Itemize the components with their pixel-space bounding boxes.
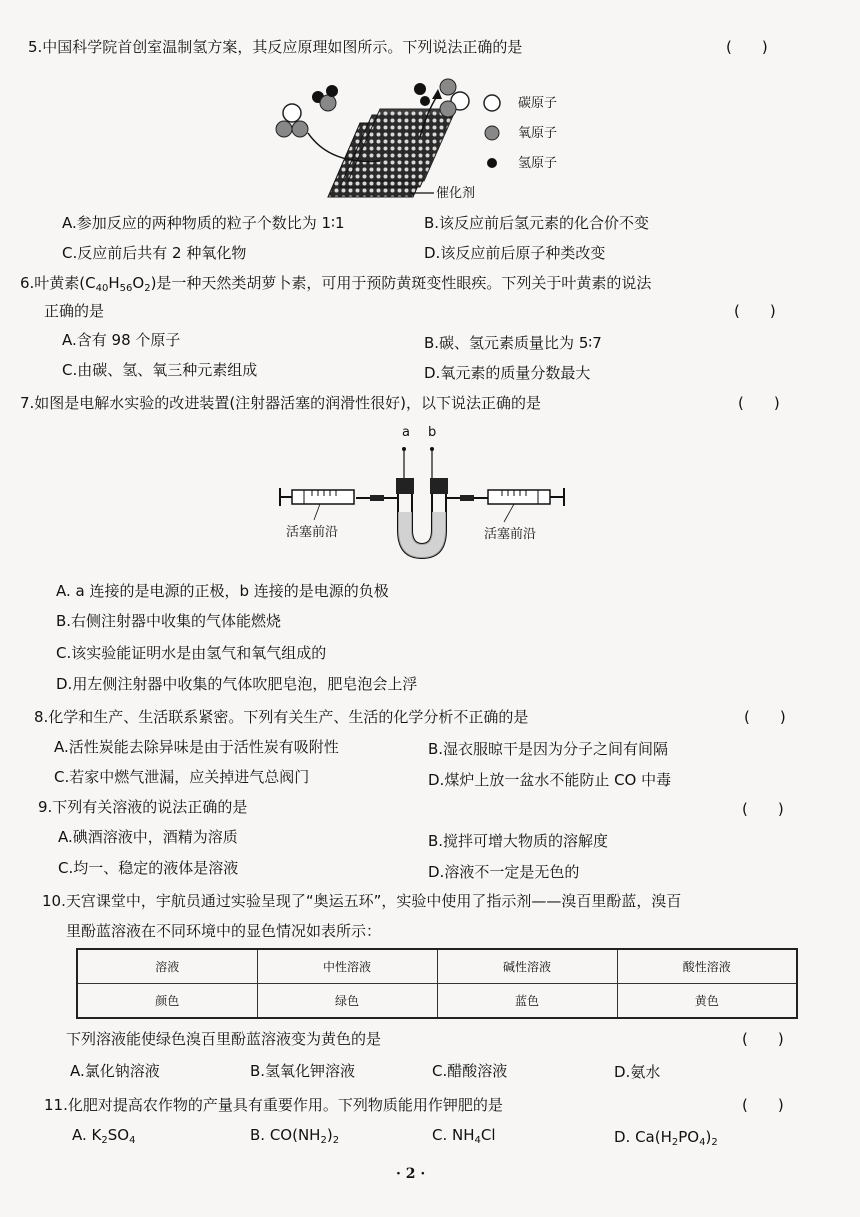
q11-option-b: B. $CO(NH_2)_2$ — [250, 1126, 340, 1146]
q11-stem: 11.化肥对提高农作物的产量具有重要作用。下列物质能用作钾肥的是 — [44, 1096, 503, 1114]
q8-option-d: D.煤炉上放一盆水不能防止 CO 中毒 — [428, 771, 672, 789]
q9-option-b: B.搅拌可增大物质的溶解度 — [428, 832, 609, 850]
q6-option-b: B.碳、氢元素质量比为 5∶7 — [424, 334, 602, 352]
indicator-color-table — [76, 948, 798, 1019]
q5-option-c: C.反应前后共有 2 种氧化物 — [62, 244, 247, 262]
q7-option-b: B.右侧注射器中收集的气体能燃烧 — [56, 612, 282, 630]
q10-option-b: B.氢氧化钾溶液 — [250, 1062, 356, 1080]
q5-option-d: D.该反应前后原子种类改变 — [424, 244, 606, 262]
table-cell: 溶液 — [77, 949, 257, 984]
q6-stem-continued: 正确的是 — [44, 302, 105, 320]
q8-option-b: B.湿衣服晾干是因为分子之间有间隔 — [428, 740, 669, 758]
left-piston-label: 活塞前沿 — [286, 525, 339, 540]
q5-option-b: B.该反应前后氢元素的化合价不变 — [424, 214, 650, 232]
q10-question: 下列溶液能使绿色溴百里酚蓝溶液变为黄色的是 — [66, 1030, 382, 1048]
table-cell: 蓝色 — [437, 984, 617, 1019]
q10-option-a: A.氯化钠溶液 — [70, 1062, 160, 1080]
table-row — [77, 949, 797, 984]
q8-option-c: C.若家中燃气泄漏，应关掉进气总阀门 — [54, 768, 310, 786]
q9-option-a: A.碘酒溶液中，酒精为溶质 — [58, 828, 238, 846]
q7-option-c: C.该实验能证明水是由氢气和氧气组成的 — [56, 644, 327, 662]
q5-stem: 5.中国科学院首创室温制氢方案，其反应原理如图所示。下列说法正确的是 — [28, 38, 523, 56]
right-piston-label: 活塞前沿 — [484, 527, 537, 542]
q6-stem: 6.叶黄素$(C_{40}H_{56}O_2)$是一种天然类胡萝卜素，可用于预防黄斑变性眼疾。下列关于叶黄素的说法 — [20, 274, 652, 294]
q5-option-a: A.参加反应的两种物质的粒子个数比为 1∶1 — [62, 214, 345, 232]
q5-answer-paren: ( ) — [726, 38, 768, 56]
q10-answer-paren: ( ) — [742, 1030, 784, 1048]
q7-option-a: A. a 连接的是电源的正极，b 连接的是电源的负极 — [56, 582, 389, 600]
electrode-a-label: a — [402, 425, 410, 440]
q9-option-c: C.均一、稳定的液体是溶液 — [58, 859, 239, 877]
q11-answer-paren: ( ) — [742, 1096, 784, 1114]
table-cell: 中性溶液 — [257, 949, 437, 984]
q10-option-c: C.醋酸溶液 — [432, 1062, 508, 1080]
q10-option-d: D.氨水 — [614, 1063, 661, 1081]
table-cell: 黄色 — [617, 984, 797, 1019]
q6-option-a: A.含有 98 个原子 — [62, 331, 181, 349]
legend-oxygen-label: 氧原子 — [518, 126, 558, 141]
q11-option-d: D. $Ca(H_2PO_4)_2$ — [614, 1128, 718, 1148]
page-number: · 2 · — [396, 1166, 426, 1182]
q11-option-a: A. $K_2SO_4$ — [72, 1126, 136, 1146]
table-cell: 碱性溶液 — [437, 949, 617, 984]
q9-option-d: D.溶液不一定是无色的 — [428, 863, 580, 881]
q10-stem-continued: 里酚蓝溶液在不同环境中的显色情况如表所示： — [66, 922, 382, 940]
q6-answer-paren: ( ) — [734, 302, 776, 320]
q11-option-c: C. $NH_4Cl$ — [432, 1126, 496, 1146]
q6-option-d: D.氧元素的质量分数最大 — [424, 364, 591, 382]
legend-hydrogen-label: 氢原子 — [518, 156, 558, 171]
q9-stem: 9.下列有关溶液的说法正确的是 — [38, 798, 248, 816]
q9-answer-paren: ( ) — [742, 800, 784, 818]
q8-stem: 8.化学和生产、生活联系紧密。下列有关生产、生活的化学分析不正确的是 — [34, 708, 529, 726]
q10-stem: 10.天宫课堂中，宇航员通过实验呈现了“奥运五环”，实验中使用了指示剂——溴百里酚蓝，溴百 — [42, 892, 682, 910]
table-cell: 酸性溶液 — [617, 949, 797, 984]
q7-answer-paren: ( ) — [738, 394, 780, 412]
carbon-atom-icon — [283, 104, 301, 122]
q8-option-a: A.活性炭能去除异味是由于活性炭有吸附性 — [54, 738, 339, 756]
legend-carbon-label: 碳原子 — [518, 96, 558, 111]
q7-stem: 7.如图是电解水实验的改进装置(注射器活塞的润滑性很好)，以下说法正确的是 — [20, 394, 542, 412]
table-row — [77, 984, 797, 1019]
q6-option-c: C.由碳、氢、氧三种元素组成 — [62, 361, 258, 379]
q7-option-d: D.用左侧注射器中收集的气体吹肥皂泡，肥皂泡会上浮 — [56, 675, 418, 693]
table-cell: 颜色 — [77, 984, 257, 1019]
table-cell: 绿色 — [257, 984, 437, 1019]
electrode-b-label: b — [428, 425, 437, 440]
q8-answer-paren: ( ) — [744, 708, 786, 726]
catalyst-label: 催化剂 — [436, 186, 476, 201]
